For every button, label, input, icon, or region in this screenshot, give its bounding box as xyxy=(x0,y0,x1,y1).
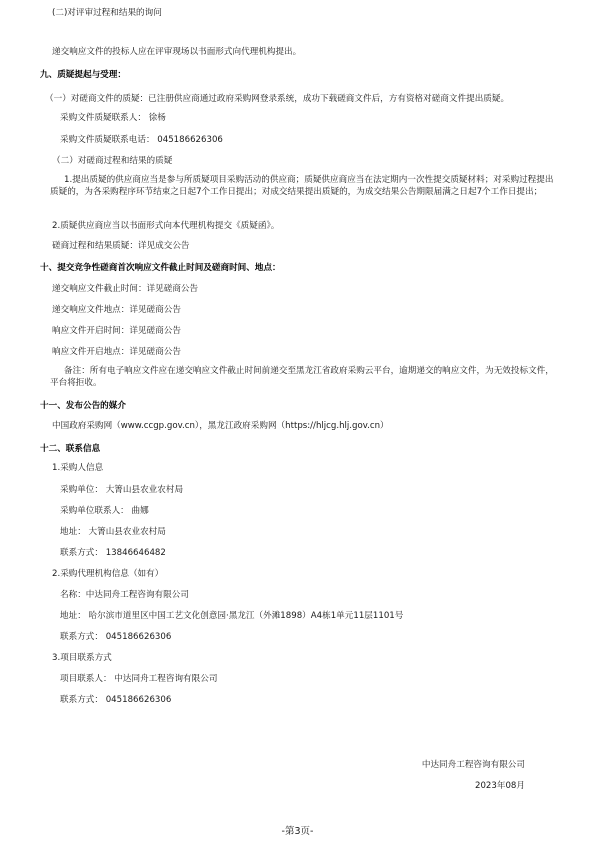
project-title: 3.项目联系方式 xyxy=(52,653,112,663)
sec9-heading: 九、质疑提起与受理： xyxy=(40,70,126,80)
agency-phone: 联系方式： 045186626306 xyxy=(60,632,172,642)
project-phone: 联系方式： 045186626306 xyxy=(60,695,172,705)
sec10-note: 备注：所有电子响应文件应在递交响应文件截止时间前递交至黑龙江省政府采购云平台，逾期递交的响应文件，为无效投标文件，平台将拒收。 xyxy=(50,366,554,388)
sec9-paragraph-2: 2.质疑供应商应当以书面形式向本代理机构提交《质疑函》。 xyxy=(52,221,280,231)
sec12-heading: 十二、联系信息 xyxy=(40,444,101,454)
agency-name: 名称：中达同舟工程咨询有限公司 xyxy=(60,590,189,600)
sec10-open-time: 响应文件开启时间：详见磋商公告 xyxy=(52,326,181,336)
buyer-title: 1.采购人信息 xyxy=(52,463,104,473)
buyer-phone: 联系方式： 13846646482 xyxy=(60,548,166,558)
sec11-text: 中国政府采购网（www.ccgp.gov.cn），黑龙江政府采购网（https://hljcg.hlj.gov.cn） xyxy=(52,421,389,431)
sec9-paragraph-3: 磋商过程和结果质疑：详见成交公告 xyxy=(52,241,190,251)
sec9-paragraph-1: 1.提出质疑的供应商应当是参与所质疑项目采购活动的供应商；质疑供应商应当在法定期内一次性提交质疑材料；对采购过程提出质疑的，为各采购程序环节结束之日起7个工作日提出；对成交结果提出质疑的，为成交结果公告期限届满之日起7个工作日提出； xyxy=(50,175,554,197)
agency-title: 2.采购代理机构信息（如有） xyxy=(52,569,164,579)
sec10-open-place: 响应文件开启地点：详见磋商公告 xyxy=(52,347,181,357)
sec8-sub2-text: 递交响应文件的投标人应在评审现场以书面形式向代理机构提出。 xyxy=(52,47,302,57)
sec10-location: 递交响应文件地点：详见磋商公告 xyxy=(52,305,181,315)
sec10-deadline: 递交响应文件截止时间：详见磋商公告 xyxy=(52,284,199,294)
page-number: -第3页- xyxy=(281,826,314,837)
sec10-heading: 十、提交竞争性磋商首次响应文件截止时间及磋商时间、地点： xyxy=(40,263,281,273)
project-contact: 项目联系人： 中达同舟工程咨询有限公司 xyxy=(60,674,218,684)
signature-company: 中达同舟工程咨询有限公司 xyxy=(421,760,525,770)
agency-address: 地址： 哈尔滨市道里区中国工艺文化创意园·黑龙江（外滩1898）A4栋1单元11层1101号 xyxy=(60,611,404,621)
sec9-item2: （二）对磋商过程和结果的质疑 xyxy=(52,156,173,166)
buyer-address: 地址： 大箐山县农业农村局 xyxy=(60,527,166,537)
signature-date: 2023年08月 xyxy=(475,781,525,791)
sec9-contact-person: 采购文件质疑联系人： 徐杨 xyxy=(60,113,166,123)
buyer-contact: 采购单位联系人： 曲娜 xyxy=(60,506,149,516)
buyer-unit: 采购单位： 大箐山县农业农村局 xyxy=(60,485,184,495)
sec9-item1: （一）对磋商文件的质疑：已注册供应商通过政府采购网登录系统，成功下载磋商文件后，方有资格对磋商文件提出质疑。 xyxy=(45,94,510,104)
sec11-heading: 十一、发布公告的媒介 xyxy=(40,401,126,411)
sec9-contact-phone: 采购文件质疑联系电话： 045186626306 xyxy=(60,135,223,145)
sec8-sub2-title: (二)对评审过程和结果的询问 xyxy=(52,8,162,18)
